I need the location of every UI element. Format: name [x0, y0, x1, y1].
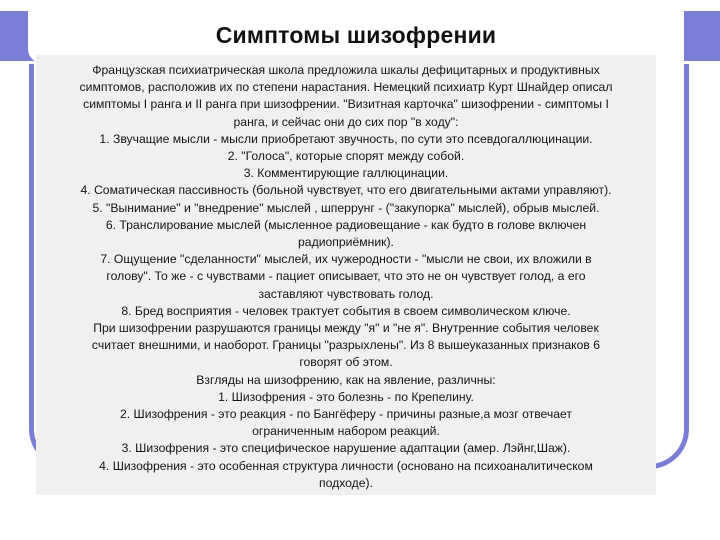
- text-line: 2. "Голоса", которые спорят между собой.: [227, 149, 465, 164]
- text-line: подходе).: [318, 475, 374, 490]
- text-line: симптомы I ранга и II ранга при шизофрении. "Визитная карточка" шизофрении - симптомы I: [83, 97, 609, 112]
- text-line: 1. Шизофрения - это болезнь - по Крепелину.: [218, 389, 474, 404]
- text-line: Взгляды на шизофрению, как на явление, различны:: [196, 372, 496, 387]
- text-line: Французская психиатрическая школа предложила шкалы дефицитарных и продуктивных: [92, 63, 600, 77]
- text-line: радиоприёмник).: [298, 235, 394, 250]
- text-line: 3. Комментирующие галлюцинации.: [243, 166, 449, 181]
- text-line: 6. Транслирование мыслей (мысленное радиовещание - как будто в голове включен: [105, 217, 587, 232]
- page-title: Симптомы шизофрении: [215, 22, 497, 48]
- text-line: 2. Шизофрения - это реакция - по Бангёферу - причины разные,а мозг отвечает: [120, 407, 572, 422]
- text-line: 7. Ощущение "сделанности" мыслей, их чужеродности - "мысли не свои, их вложили в: [100, 252, 592, 267]
- text-line: 4. Соматическая пассивность (больной чувствует, что его двигательными актами управляют).: [80, 183, 612, 198]
- text-line: 8. Бред восприятия - человек трактует события в своем символическом ключе.: [121, 303, 571, 318]
- text-line: считает внешними, и наоборот. Границы "разрыхлены". Из 8 вышеуказанных признаков 6: [91, 338, 601, 353]
- text-line: симптомов, расположив их по степени нарастания. Немецкий психиатр Курт Шнайдер описал: [79, 80, 613, 95]
- body-text: [36, 62, 656, 492]
- text-line: голову". То же - с чувствами - пациет описывает, что это не он чувствует голод, а его: [106, 269, 586, 284]
- text-line: говорят об этом.: [299, 355, 393, 370]
- text-line: 3. Шизофрения - это специфическое нарушение адаптации (амер. Лэйнг,Шаж).: [121, 441, 571, 456]
- text-line: 1. Звучащие мысли - мысли приобретают звучность, по сути это псевдогаллюцинации.: [99, 131, 593, 146]
- text-line: 4. Шизофрения - это особенная структура личности (основано на психоаналитическом: [99, 458, 593, 473]
- text-line: 5. "Вынимание" и "внедрение" мыслей , шперрунг - ("закупорка" мыслей), обрыв мыслей.: [92, 200, 600, 215]
- text-line: ранга, и сейчас они до сих пор "в ходу":: [233, 114, 459, 129]
- text-line: ограниченным набором реакций.: [252, 424, 440, 439]
- text-line: заставляют чувствовать голод.: [258, 286, 434, 301]
- text-line: При шизофрении разрушаются границы между "я" и "не я". Внутренние события человек: [93, 321, 599, 336]
